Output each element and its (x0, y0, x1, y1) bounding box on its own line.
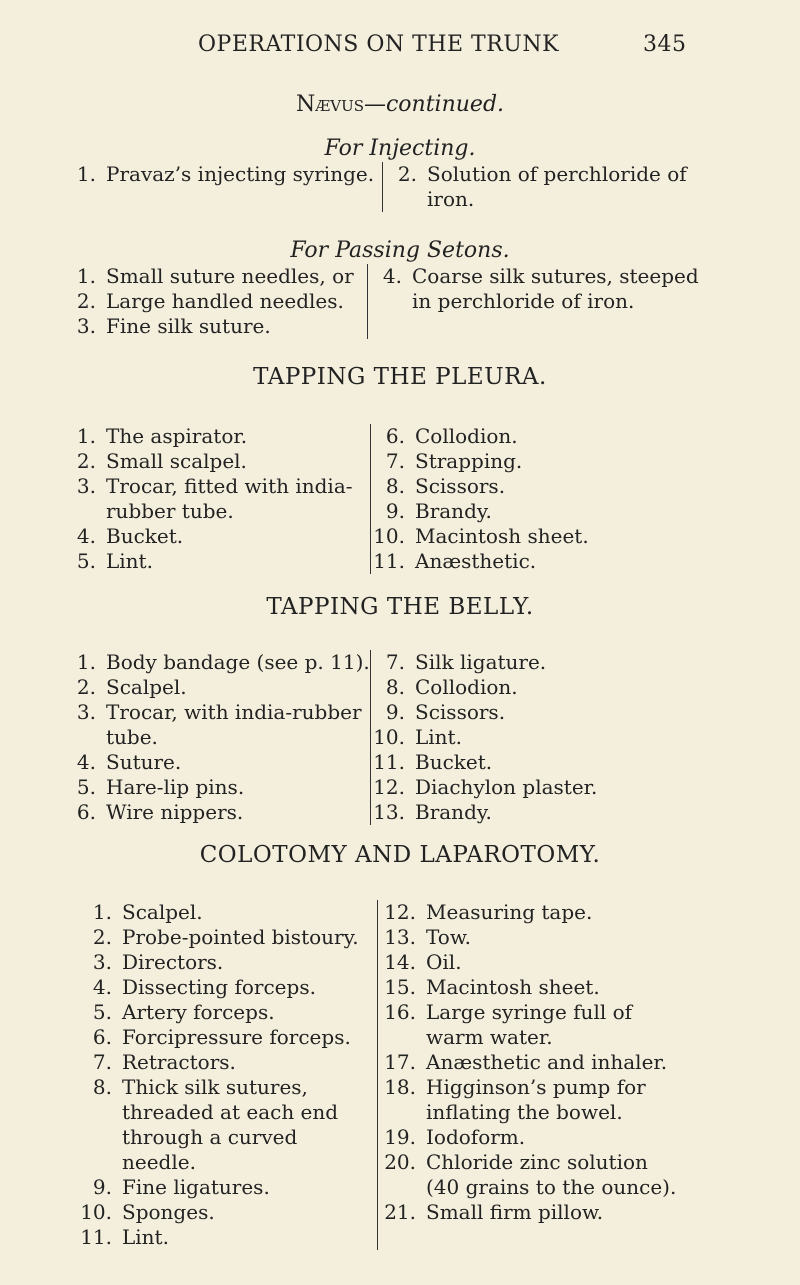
belly-title: TAPPING THE BELLY. (266, 594, 534, 620)
item-number: 8. (385, 474, 405, 498)
item-text: Retractors. (122, 1050, 236, 1074)
item-text: Artery forceps. (122, 1000, 275, 1024)
item-number: 17. (384, 1050, 416, 1074)
list-item (371, 800, 646, 825)
list-item (378, 1125, 678, 1150)
list-item (371, 775, 646, 800)
list-item (378, 1050, 678, 1075)
list-item (371, 750, 646, 775)
list-item (72, 314, 367, 339)
item-text: Anæsthetic and inhaler. (426, 1050, 668, 1074)
list-item (371, 474, 646, 499)
item-text: Collodion. (415, 424, 518, 448)
list-item (371, 449, 646, 474)
list-item (72, 1050, 377, 1075)
setons-columns (72, 264, 713, 339)
list-item (378, 1200, 678, 1225)
item-text: Macintosh sheet. (426, 975, 600, 999)
list-item (72, 1200, 377, 1225)
list-item (371, 524, 646, 549)
list-item (72, 700, 370, 750)
item-number: 11. (373, 549, 405, 573)
injecting-left-list (72, 162, 382, 187)
item-text: Bucket. (106, 524, 184, 548)
item-text: Large handled needles. (106, 289, 344, 313)
item-number: 13. (373, 800, 405, 824)
list-item (378, 1075, 678, 1125)
item-text: Scissors. (415, 474, 506, 498)
item-number: 1. (76, 650, 96, 674)
list-item (72, 162, 382, 187)
item-text: Pravaz’s injecting syringe. (106, 162, 375, 186)
item-text: Body bandage (see p. 11). (106, 650, 370, 674)
item-number: 6. (92, 1025, 112, 1049)
item-number: 1. (76, 162, 96, 186)
list-item (371, 700, 646, 725)
item-text: The aspirator. (106, 424, 248, 448)
item-number: 12. (373, 775, 405, 799)
setons-right-column (367, 264, 713, 339)
list-item (72, 675, 370, 700)
setons-subheading: For Passing Setons. (290, 238, 510, 263)
item-number: 2. (92, 925, 112, 949)
item-text: Strapping. (415, 449, 523, 473)
colotomy-columns (72, 900, 678, 1250)
injecting-right-list (393, 162, 713, 212)
list-item (371, 675, 646, 700)
item-number: 19. (384, 1125, 416, 1149)
item-text: Thick silk sutures, threaded at each end through a curved needle. (122, 1075, 339, 1174)
item-number: 1. (76, 424, 96, 448)
colotomy-right-list (378, 900, 678, 1225)
item-text: Large syringe full of warm water. (426, 1000, 633, 1049)
item-text: Trocar, fitted with india-rubber tube. (106, 474, 353, 523)
running-head-title: OPERATIONS ON THE TRUNK (198, 32, 560, 57)
item-text: Anæsthetic. (415, 549, 537, 573)
setons-left-column (72, 264, 367, 339)
item-text: Trocar, with india-rubber tube. (106, 700, 362, 749)
list-item (378, 264, 713, 314)
item-number: 20. (384, 1150, 416, 1174)
item-text: Lint. (122, 1225, 169, 1249)
item-text: Bucket. (415, 750, 493, 774)
item-number: 7. (385, 449, 405, 473)
list-item (72, 264, 367, 289)
belly-left-column (72, 650, 370, 825)
item-text: Macintosh sheet. (415, 524, 589, 548)
item-text: Iodoform. (426, 1125, 526, 1149)
item-text: Fine silk suture. (106, 314, 271, 338)
item-text: Sponges. (122, 1200, 215, 1224)
item-text: Forcipressure forceps. (122, 1025, 351, 1049)
item-number: 3. (92, 950, 112, 974)
list-item (72, 524, 370, 549)
naevus-heading-word: Nævus (295, 92, 364, 117)
list-item (72, 474, 370, 524)
item-text: Solution of perchloride of iron. (427, 162, 687, 211)
list-item (72, 289, 367, 314)
item-number: 4. (92, 975, 112, 999)
item-text: Higginson’s pump for inflating the bowel. (426, 1075, 646, 1124)
list-item (378, 1000, 678, 1050)
belly-left-list (72, 650, 370, 825)
item-number: 21. (384, 1200, 416, 1224)
item-text: Silk ligature. (415, 650, 547, 674)
list-item (371, 650, 646, 675)
item-text: Small suture needles, or (106, 264, 354, 288)
colotomy-left-column (72, 900, 377, 1250)
list-item (72, 449, 370, 474)
setons-left-list (72, 264, 367, 339)
item-text: Diachylon plaster. (415, 775, 598, 799)
list-item (72, 1025, 377, 1050)
item-number: 9. (385, 700, 405, 724)
item-text: Hare-lip pins. (106, 775, 245, 799)
item-text: Fine ligatures. (122, 1175, 270, 1199)
item-number: 1. (76, 264, 96, 288)
item-number: 11. (80, 1225, 112, 1249)
list-item (72, 975, 377, 1000)
list-item (72, 1225, 377, 1250)
list-item (393, 162, 713, 212)
item-number: 8. (92, 1075, 112, 1099)
pleura-left-column (72, 424, 370, 574)
item-number: 5. (92, 1000, 112, 1024)
item-text: Scissors. (415, 700, 506, 724)
list-item (72, 424, 370, 449)
item-number: 6. (76, 800, 96, 824)
list-item (72, 1075, 377, 1175)
pleura-title: TAPPING THE PLEURA. (253, 364, 547, 390)
item-text: Measuring tape. (426, 900, 593, 924)
belly-columns (72, 650, 646, 825)
list-item (371, 424, 646, 449)
item-text: Scalpel. (122, 900, 203, 924)
item-number: 7. (385, 650, 405, 674)
pleura-left-list (72, 424, 370, 574)
item-number: 6. (385, 424, 405, 448)
list-item (72, 1175, 377, 1200)
injecting-columns (72, 162, 713, 212)
item-text: Scalpel. (106, 675, 187, 699)
item-text: Lint. (106, 549, 153, 573)
item-number: 4. (382, 264, 402, 288)
colotomy-right-column (377, 900, 678, 1250)
injecting-left-column (72, 162, 382, 212)
list-item (72, 650, 370, 675)
page-number: 345 (643, 32, 687, 57)
item-text: Lint. (415, 725, 462, 749)
list-item (72, 549, 370, 574)
item-number: 4. (76, 524, 96, 548)
item-number: 5. (76, 775, 96, 799)
item-text: Collodion. (415, 675, 518, 699)
item-number: 4. (76, 750, 96, 774)
injecting-right-column (382, 162, 713, 212)
item-text: Probe-pointed bistoury. (122, 925, 359, 949)
item-number: 14. (384, 950, 416, 974)
item-number: 10. (373, 725, 405, 749)
item-number: 8. (385, 675, 405, 699)
item-number: 18. (384, 1075, 416, 1099)
item-number: 3. (76, 314, 96, 338)
item-text: Suture. (106, 750, 182, 774)
item-text: Tow. (426, 925, 471, 949)
item-number: 2. (76, 449, 96, 473)
item-text: Oil. (426, 950, 462, 974)
item-number: 9. (385, 499, 405, 523)
list-item (371, 549, 646, 574)
item-number: 16. (384, 1000, 416, 1024)
list-item (371, 499, 646, 524)
colotomy-left-list (72, 900, 377, 1250)
item-number: 7. (92, 1050, 112, 1074)
colotomy-title: COLOTOMY AND LAPAROTOMY. (199, 842, 601, 868)
list-item (378, 950, 678, 975)
item-number: 12. (384, 900, 416, 924)
item-text: Wire nippers. (106, 800, 244, 824)
list-item (72, 1000, 377, 1025)
injecting-subheading: For Injecting. (324, 136, 476, 161)
list-item (378, 975, 678, 1000)
naevus-heading (0, 92, 800, 117)
list-item (371, 725, 646, 750)
item-text: Small scalpel. (106, 449, 247, 473)
item-number: 9. (92, 1175, 112, 1199)
item-text: Dissecting forceps. (122, 975, 316, 999)
list-item (72, 750, 370, 775)
item-text: Directors. (122, 950, 224, 974)
list-item (378, 925, 678, 950)
belly-right-list (371, 650, 646, 825)
item-text: Brandy. (415, 499, 492, 523)
pleura-right-column (370, 424, 646, 574)
item-number: 5. (76, 549, 96, 573)
list-item (72, 775, 370, 800)
setons-right-list (378, 264, 713, 314)
item-number: 2. (76, 675, 96, 699)
item-number: 3. (76, 474, 96, 498)
list-item (72, 925, 377, 950)
list-item (378, 1150, 678, 1200)
item-number: 1. (92, 900, 112, 924)
item-number: 10. (373, 524, 405, 548)
list-item (72, 950, 377, 975)
item-number: 2. (397, 162, 417, 186)
item-number: 13. (384, 925, 416, 949)
list-item (72, 900, 377, 925)
naevus-heading-suffix: —continued. (363, 92, 505, 117)
item-text: Coarse silk sutures, steeped in perchloride of iron. (412, 264, 699, 313)
item-number: 11. (373, 750, 405, 774)
list-item (378, 900, 678, 925)
pleura-right-list (371, 424, 646, 574)
item-number: 10. (80, 1200, 112, 1224)
list-item (72, 800, 370, 825)
item-text: Small firm pillow. (426, 1200, 604, 1224)
item-text: Brandy. (415, 800, 492, 824)
pleura-columns (72, 424, 646, 574)
belly-right-column (370, 650, 646, 825)
item-number: 3. (76, 700, 96, 724)
item-text: Chloride zinc solution (40 grains to the ounce). (426, 1150, 677, 1199)
item-number: 15. (384, 975, 416, 999)
item-number: 2. (76, 289, 96, 313)
